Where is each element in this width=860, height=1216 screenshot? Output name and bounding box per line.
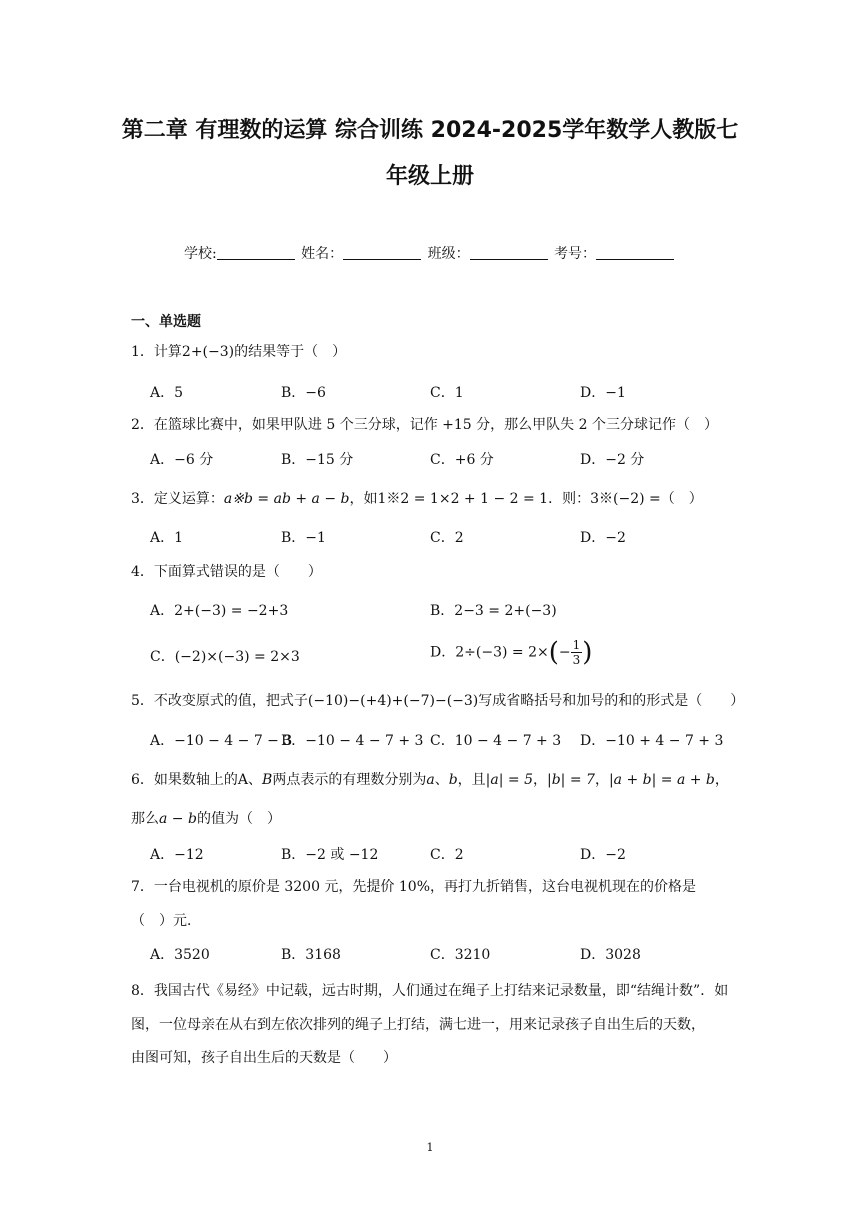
question-6: 6．如果数轴上的A、B两点表示的有理数分别为a、b，且|a| = 5，|b| = 7，|a + b| = a + b， xyxy=(131,772,729,788)
q2-option-d: D．−2 分 xyxy=(580,452,645,468)
q6-option-c: C．2 xyxy=(430,847,464,863)
q2-option-b: B．−15 分 xyxy=(281,452,354,468)
question-8-line3: 由图可知，孩子自出生后的天数是（ ） xyxy=(131,1050,397,1066)
q6-option-d: D．−2 xyxy=(580,847,626,863)
student-info-row xyxy=(0,243,860,263)
q4-option-a: A．2+(−3) = −2+3 xyxy=(150,603,289,619)
id-label: 考号： xyxy=(554,246,597,262)
q4-option-b: B．2−3 = 2+(−3) xyxy=(430,603,557,619)
question-8: 8．我国古代《易经》中记载，远古时期，人们通过在绳子上打结来记录数量，即“结绳计数”．如 xyxy=(131,983,729,999)
question-3: 3．定义运算：a※b = ab + a − b，如1※2 = 1×2 + 1 − 2 = 1．则：3※(−2) =（ ） xyxy=(131,491,703,507)
q3-example: 1※2 = 1×2 + 1 − 2 = 1 xyxy=(377,491,549,507)
school-label: 学校: xyxy=(183,246,217,262)
question-2: 2．在篮球比赛中，如果甲队进 5 个三分球，记作 +15 分，那么甲队失 2 个三分球记作（ ） xyxy=(131,417,718,433)
question-6-line2: 那么a − b的值为（ ） xyxy=(131,811,281,827)
q7-option-c: C．3210 xyxy=(430,947,491,963)
q3-option-c: C．2 xyxy=(430,530,464,546)
id-blank xyxy=(596,245,674,260)
question-5: 5．不改变原式的值，把式子(−10)−(+4)+(−7)−(−3)写成省略括号和加号的和的形式是（ ） xyxy=(131,693,745,709)
q2-option-c: C．+6 分 xyxy=(430,452,494,468)
name-label: 姓名： xyxy=(301,246,344,262)
q4-fraction: $\frac{1}{3}$ xyxy=(572,638,581,667)
q2-option-a: A．−6 分 xyxy=(150,452,214,468)
q3-option-d: D．−2 xyxy=(580,530,626,546)
q1-option-a: A．5 xyxy=(150,385,184,401)
page-number: 1 xyxy=(426,1141,434,1154)
q4-option-c: C．(−2)×(−3) = 2×3 xyxy=(150,649,300,665)
school-blank xyxy=(217,245,295,260)
q5-option-a: A．−10 − 4 − 7 − 3 xyxy=(150,733,293,749)
page-title-line2: 年级上册 xyxy=(385,164,474,189)
q1-option-d: D．−1 xyxy=(580,385,626,401)
q6-option-a: A．−12 xyxy=(150,847,204,863)
section-heading: 一、单选题 xyxy=(131,314,201,330)
q7-option-b: B．3168 xyxy=(281,947,341,963)
q5-expression: (−10)−(+4)+(−7)−(−3) xyxy=(307,693,479,709)
class-label: 班级： xyxy=(427,246,470,262)
q5-option-b: B．−10 − 4 − 7 + 3 xyxy=(281,733,424,749)
question-1: 1．计算2+(−3)的结果等于（ ） xyxy=(131,344,347,360)
name-blank xyxy=(343,245,421,260)
q7-option-d: D．3028 xyxy=(580,947,641,963)
q3-ask: 3※(−2) = xyxy=(590,491,661,507)
q4-option-d: D．2÷(−3) = 2×(− $\frac{1}{3}$ ) xyxy=(430,637,593,668)
class-blank xyxy=(470,245,548,260)
q1-option-b: B．−6 xyxy=(281,385,326,401)
q5-option-c: C．10 − 4 − 7 + 3 xyxy=(430,733,562,749)
question-7: 7．一台电视机的原价是 3200 元，先提价 10%，再打九折销售，这台电视机现在的价格是 xyxy=(131,879,697,895)
page-title: 第二章 有理数的运算 综合训练 2024-2025学年数学人教版七 xyxy=(121,118,739,143)
question-4: 4．下面算式错误的是（ ） xyxy=(131,564,322,580)
q3-option-b: B．−1 xyxy=(281,530,326,546)
question-8-line2: 图，一位母亲在从右到左依次排列的绳子上打结，满七进一，用来记录孩子自出生后的天数， xyxy=(131,1017,705,1033)
q1-expression: 2+(−3) xyxy=(181,344,235,360)
q5-option-d: D．−10 + 4 − 7 + 3 xyxy=(580,733,724,749)
question-7-line2: （ ）元． xyxy=(131,913,201,929)
q1-option-c: C．1 xyxy=(430,385,464,401)
q3-option-a: A．1 xyxy=(150,530,184,546)
q7-option-a: A．3520 xyxy=(150,947,210,963)
q6-option-b: B．−2 或 −12 xyxy=(281,847,379,863)
q3-definition: a※b = ab + a − b xyxy=(223,491,350,507)
